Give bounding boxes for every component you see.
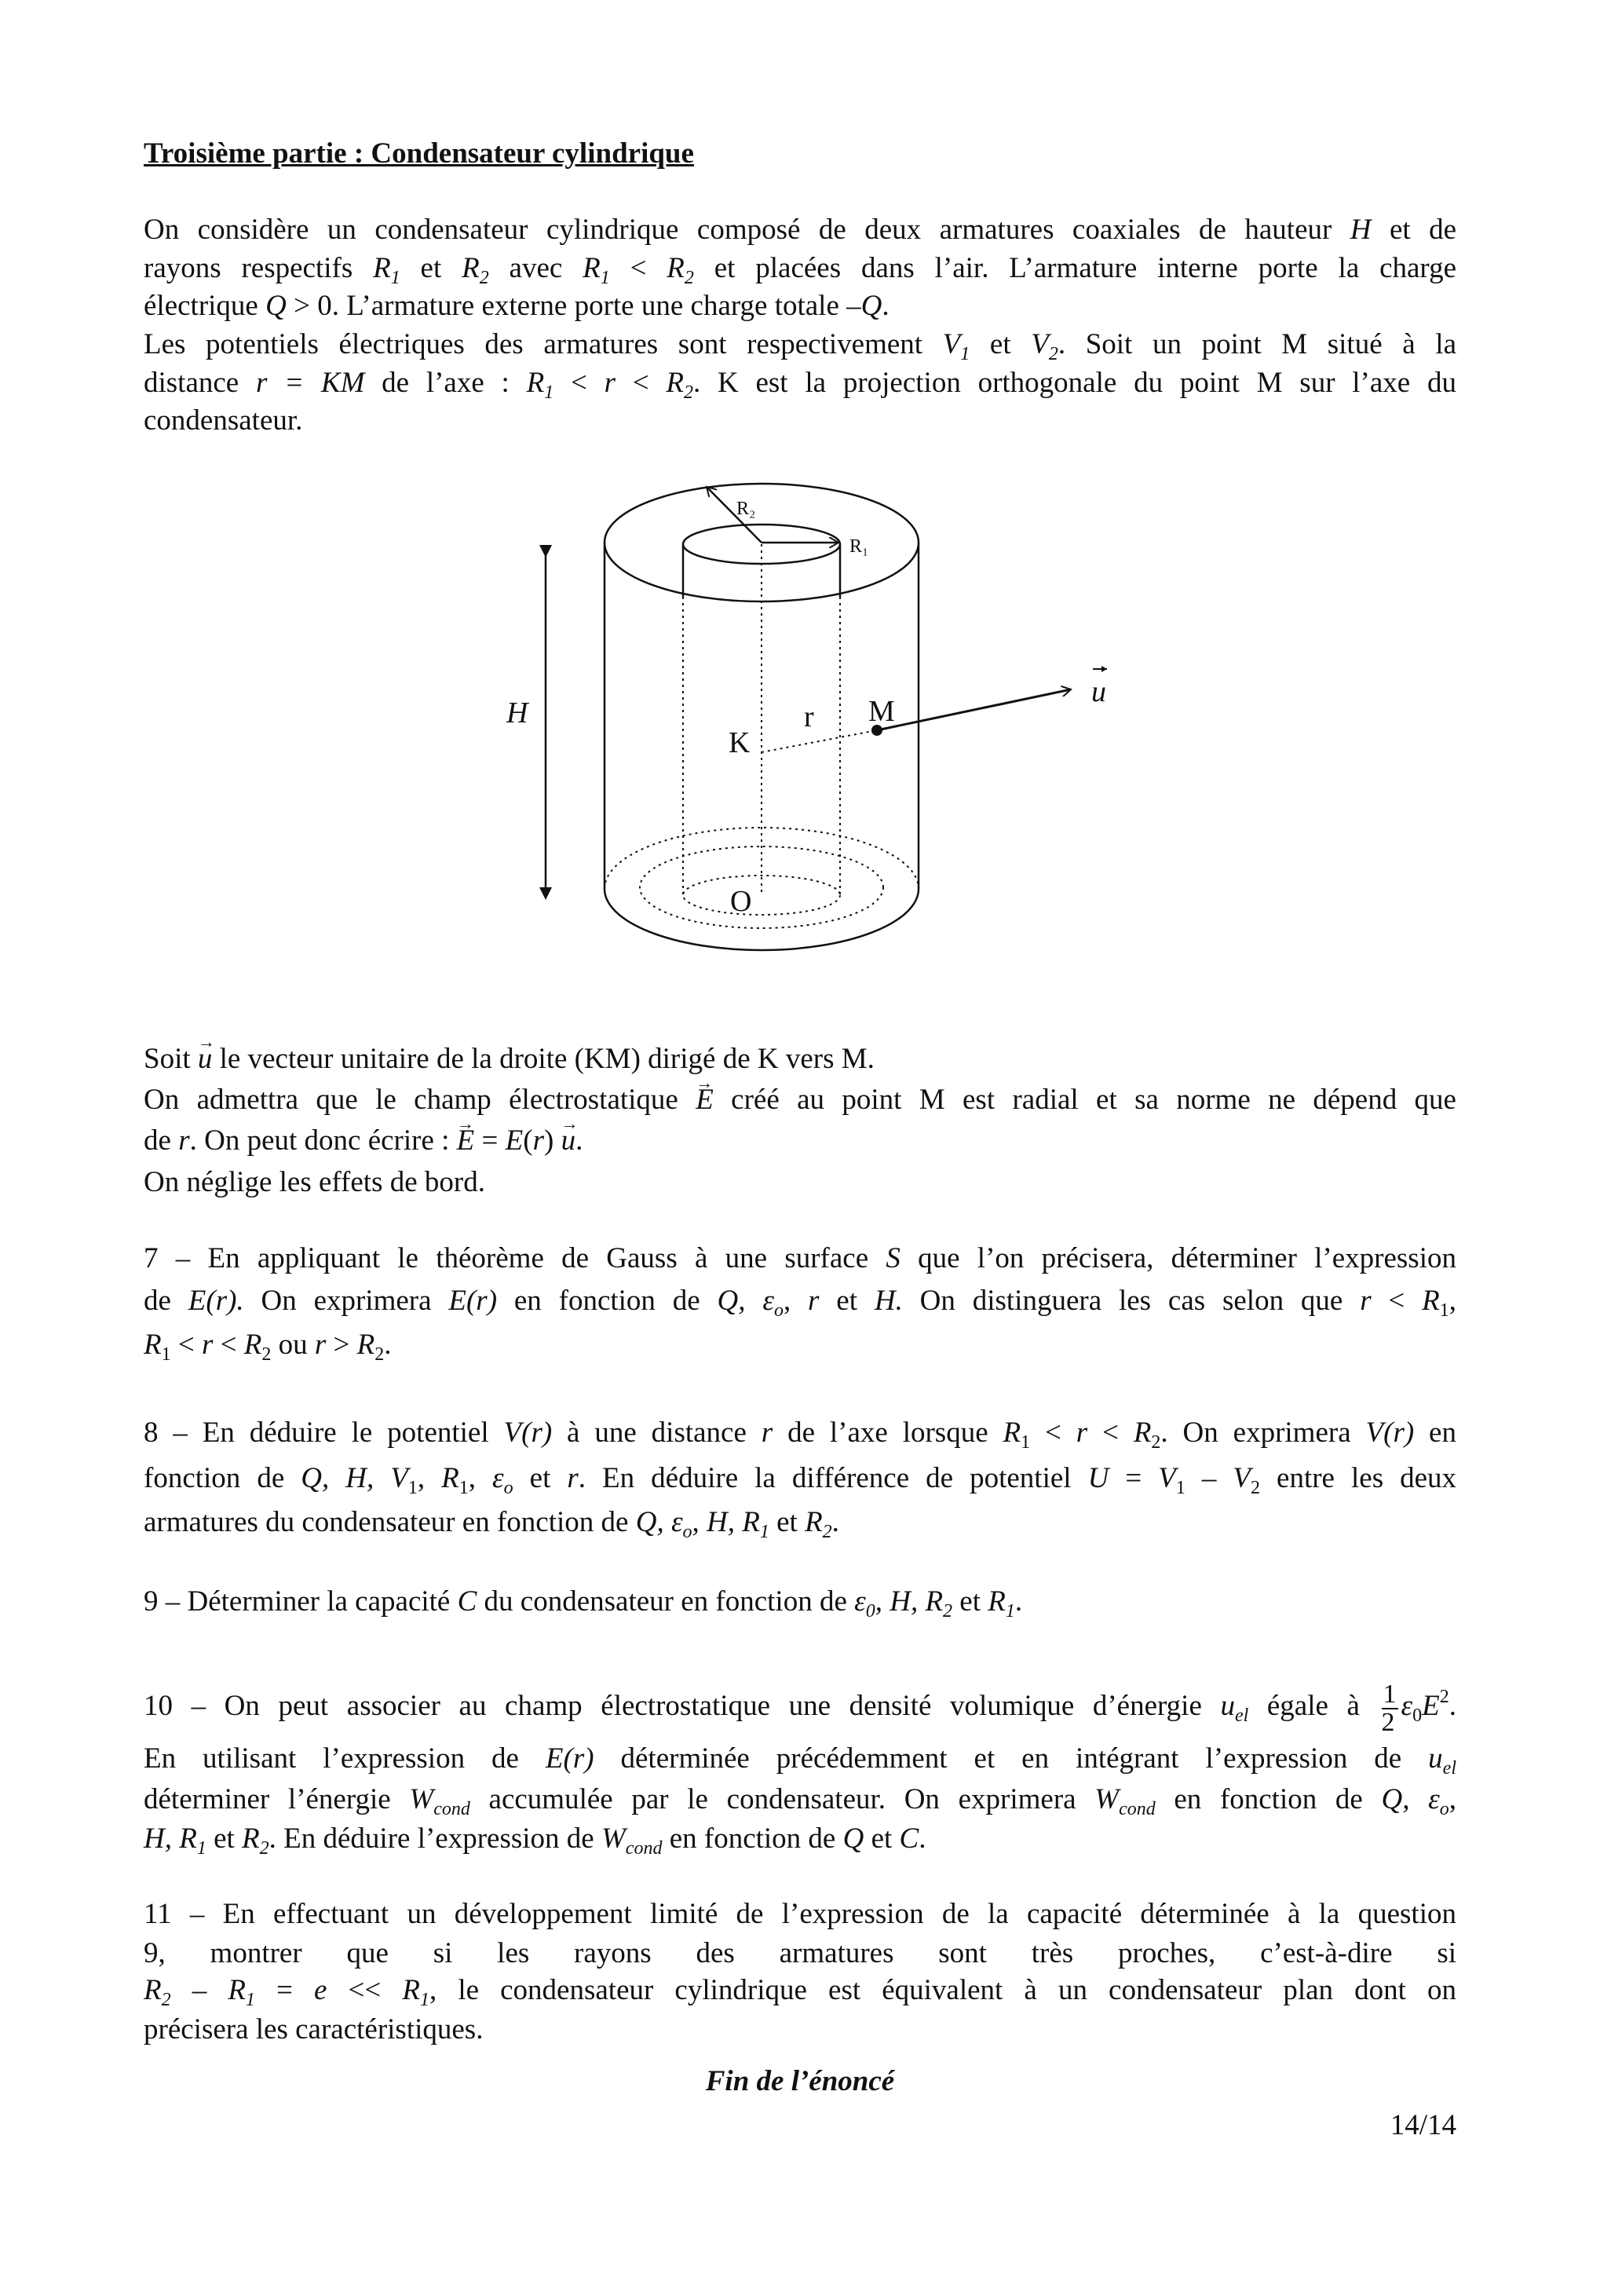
text-segment: , <box>417 1462 442 1494</box>
vector-symbol: → u <box>198 1040 213 1078</box>
math-variable: , H, R <box>875 1585 944 1618</box>
math-variable: Q, <box>717 1285 746 1317</box>
math-variable: u <box>1428 1742 1443 1775</box>
math-variable: e <box>314 1974 327 2006</box>
text-segment: et <box>513 1462 568 1494</box>
text-segment: avec <box>488 252 583 284</box>
text-segment: = <box>474 1124 506 1157</box>
label-k: K <box>729 726 751 759</box>
math-variable: Q <box>842 1823 864 1855</box>
text-segment: 11 – En effectuant un développement limité de l’expression de la capacité déterminée à la question <box>144 1898 1456 1930</box>
numerator: 1 <box>1383 1679 1397 1709</box>
math-variable: R <box>356 1329 375 1361</box>
subscript: o <box>682 1522 692 1542</box>
math-variable: , H, R <box>692 1506 760 1538</box>
math-variable: V <box>942 328 961 360</box>
subscript: 1 <box>1439 1300 1449 1321</box>
label-r2: R₂ <box>736 499 756 519</box>
math-variable: Q <box>265 290 287 322</box>
math-variable: E(r) <box>545 1742 594 1775</box>
subscript: cond <box>433 1799 470 1819</box>
label-m: M <box>868 695 895 728</box>
math-variable: R <box>441 1462 459 1494</box>
question-7-line <box>144 1240 1456 1278</box>
text-segment: . <box>919 1823 926 1855</box>
question-7-line <box>144 1326 1456 1373</box>
text-segment: ) <box>544 1124 561 1157</box>
subscript: 1 <box>390 268 400 288</box>
text-segment: < <box>1030 1417 1076 1449</box>
math-variable: C <box>899 1823 919 1855</box>
math-variable: S <box>886 1242 901 1274</box>
math-variable: R <box>144 1974 162 2006</box>
math-variable: Q, H, V <box>301 1462 408 1494</box>
label-o: O <box>730 885 752 918</box>
text-segment: . <box>882 290 890 322</box>
math-variable: C <box>457 1585 477 1618</box>
label-u: u <box>1091 675 1106 708</box>
math-variable: R <box>243 1329 262 1361</box>
subscript: o <box>1439 1799 1449 1819</box>
text-segment: < <box>616 367 667 399</box>
text-segment: entre les deux <box>1260 1462 1457 1494</box>
text-segment: distance <box>144 367 256 399</box>
text-segment: de l’axe : <box>364 367 527 399</box>
text-segment: Soit <box>144 1043 198 1075</box>
math-variable: R <box>988 1585 1006 1618</box>
math-variable: R <box>373 252 391 284</box>
text-segment: du condensateur en fonction de <box>477 1585 855 1618</box>
math-variable: W <box>409 1783 434 1815</box>
subscript: 1 <box>419 1990 429 2010</box>
math-variable: r <box>808 1285 820 1317</box>
text-segment: – <box>170 1974 228 2006</box>
math-variable: H <box>1350 214 1372 246</box>
text-segment: de l’axe lorsque <box>773 1417 1003 1449</box>
question-9-line <box>144 1583 1456 1630</box>
text-segment: 9 – Déterminer la capacité <box>144 1585 458 1618</box>
hypothesis-line <box>144 1164 1456 1201</box>
text-segment: égale à <box>1248 1690 1379 1722</box>
text-segment: armatures du condensateur en fonction de <box>144 1506 636 1538</box>
text-segment: fonction de <box>144 1462 301 1494</box>
hypothesis-line <box>144 1122 1456 1160</box>
text-segment: Les potentiels électriques des armatures sont respectivement <box>144 328 943 360</box>
text-segment: précisera les caractéristiques. <box>144 2013 484 2046</box>
label-h: H <box>506 696 528 729</box>
text-segment: déterminer l’énergie <box>144 1783 410 1815</box>
question-10-line <box>144 1740 1456 1787</box>
math-variable: ε <box>1401 1690 1413 1722</box>
math-variable: R <box>666 367 684 399</box>
question-8-line <box>144 1504 1456 1551</box>
text-segment: On néglige les effets de bord. <box>144 1166 485 1198</box>
text-segment: . On peut donc écrire : <box>189 1124 457 1157</box>
text-segment: et <box>952 1585 988 1618</box>
section-title: Troisième partie : Condensateur cylindrique <box>144 137 694 170</box>
text-segment: et de <box>1371 214 1457 246</box>
math-variable: H. <box>874 1285 903 1317</box>
text-segment: 10 – On peut associer au champ électrostatique une densité volumique d’énergie <box>144 1690 1221 1722</box>
text-segment: . Soit un point M situé à la <box>1058 328 1456 360</box>
subscript: 2 <box>943 1601 953 1621</box>
subscript: 1 <box>960 344 970 364</box>
math-variable: r = KM <box>256 367 365 399</box>
text-segment: On exprimera <box>243 1285 449 1317</box>
text-segment: ( <box>523 1124 533 1157</box>
math-variable: R <box>805 1506 823 1538</box>
subscript: el <box>1234 1706 1249 1726</box>
text-segment: créé au point M est radial et sa norme ne dépend que <box>713 1084 1456 1116</box>
subscript: 1 <box>458 1478 469 1498</box>
text-segment: 8 – En déduire le potentiel <box>144 1417 504 1449</box>
math-variable: E(r). <box>188 1285 244 1317</box>
text-segment: et <box>970 328 1032 360</box>
math-variable: r <box>314 1329 327 1361</box>
text-segment: = <box>254 1974 314 2006</box>
radius-r-line <box>762 730 877 752</box>
subscript: 1 <box>544 382 554 403</box>
text-segment: . <box>384 1329 392 1361</box>
math-variable: r <box>1360 1285 1372 1317</box>
question-10-line <box>144 1678 1456 1736</box>
subscript: 2 <box>479 268 489 288</box>
subscript: 0 <box>865 1601 875 1621</box>
text-segment: . En déduire l’expression de <box>269 1823 601 1855</box>
question-11-line <box>144 1896 1456 1933</box>
math-variable: R <box>526 367 545 399</box>
text-segment: < <box>1371 1285 1423 1317</box>
text-segment: < <box>213 1329 244 1361</box>
text-segment: , le condensateur cylindrique est équivalent à un condensateur plan dont on <box>429 1974 1457 2006</box>
vector-symbol: → E <box>457 1122 475 1160</box>
text-segment: = <box>1109 1462 1159 1494</box>
text-segment: , <box>1448 1783 1456 1815</box>
text-segment: . <box>575 1124 583 1157</box>
question-8-line <box>144 1460 1456 1507</box>
text-segment: On distinguera les cas selon que <box>902 1285 1361 1317</box>
math-variable: r <box>604 367 616 399</box>
math-variable: V <box>1158 1462 1176 1494</box>
math-variable: r <box>567 1462 579 1494</box>
math-variable: U <box>1087 1462 1109 1494</box>
text-segment: On considère un condensateur cylindrique composé de deux armatures coaxiales de hauteur <box>144 214 1350 246</box>
math-variable: Q, ε <box>1381 1783 1440 1815</box>
math-variable: V <box>1031 328 1049 360</box>
subscript: 1 <box>196 1838 206 1859</box>
hypothesis-line <box>144 1081 1456 1119</box>
subscript: 1 <box>759 1522 769 1542</box>
text-segment: > <box>326 1329 357 1361</box>
subscript: 2 <box>1251 1478 1260 1498</box>
question-7-line <box>144 1282 1456 1329</box>
math-variable: r <box>201 1329 214 1361</box>
text-segment: . <box>1448 1690 1456 1722</box>
subscript: cond <box>1119 1799 1156 1819</box>
text-segment: . On exprimera <box>1160 1417 1366 1449</box>
math-variable: R <box>402 1974 420 2006</box>
text-segment: On admettra que le champ électrostatique <box>144 1084 696 1116</box>
math-variable: H, R <box>144 1823 197 1855</box>
text-segment: rayons respectifs <box>144 252 374 284</box>
math-variable: R <box>667 252 685 284</box>
denominator: 2 <box>1381 1707 1395 1737</box>
text-segment: électrique <box>144 290 266 322</box>
text-segment: déterminée précédemment et en intégrant l’expression de <box>594 1742 1429 1775</box>
text-segment: que l’on précisera, déterminer l’expression <box>900 1242 1456 1274</box>
text-segment: et placées dans l’air. L’armature interne porte la charge <box>693 252 1456 284</box>
math-variable: W <box>1094 1783 1120 1815</box>
subscript: cond <box>625 1838 663 1859</box>
text-segment: en fonction de <box>1155 1783 1382 1815</box>
subscript: 1 <box>1005 1601 1015 1621</box>
subscript: 2 <box>161 1990 171 2010</box>
text-segment: . K est la projection orthogonale du point M sur l’axe du <box>693 367 1456 399</box>
text-segment: et <box>819 1285 875 1317</box>
text-segment: 9, montrer que si les rayons des armatures sont très proches, c’est-à-dire si <box>144 1937 1456 1969</box>
text-segment: accumulée par le condensateur. On exprimera <box>469 1783 1095 1815</box>
vector-symbol: → E <box>696 1081 714 1119</box>
text-segment: > 0. L’armature externe porte une charge totale – <box>286 290 861 322</box>
subscript: 1 <box>245 1990 255 2010</box>
text-segment: condensateur. <box>144 404 303 437</box>
subscript: 1 <box>600 268 610 288</box>
text-segment: < <box>1087 1417 1134 1449</box>
question-10-line <box>144 1820 1456 1867</box>
text-segment: < <box>553 367 605 399</box>
subscript: o <box>773 1300 784 1321</box>
text-segment: de <box>144 1285 188 1317</box>
math-variable: R <box>1133 1417 1152 1449</box>
math-variable: r <box>761 1417 773 1449</box>
subscript: 2 <box>684 382 693 403</box>
math-variable: R <box>583 252 601 284</box>
subscript: 2 <box>684 268 694 288</box>
math-variable: ε <box>762 1285 774 1317</box>
question-11-line <box>144 1935 1456 1972</box>
hypothesis-line <box>144 1040 1456 1078</box>
math-variable: V(r) <box>503 1417 553 1449</box>
math-variable: E(r) <box>448 1285 498 1317</box>
math-variable: r <box>1076 1417 1088 1449</box>
text-segment: , <box>468 1462 493 1494</box>
subscript: 2 <box>1151 1432 1161 1453</box>
subscript: 2 <box>259 1838 269 1859</box>
subscript: 2 <box>1048 344 1058 364</box>
math-variable: ε <box>492 1462 504 1494</box>
math-variable: R <box>242 1823 260 1855</box>
text-segment: en <box>1414 1417 1456 1449</box>
text-segment: 7 – En appliquant le théorème de Gauss à une surface <box>144 1242 886 1274</box>
math-variable: r <box>178 1124 190 1157</box>
text-segment: et <box>206 1823 243 1855</box>
subscript: o <box>503 1478 513 1498</box>
math-variable: u <box>1220 1690 1235 1722</box>
math-variable: R <box>1422 1285 1440 1317</box>
math-variable: Q, ε <box>635 1506 683 1538</box>
math-variable: r <box>532 1124 544 1157</box>
text-segment: , <box>1448 1285 1456 1317</box>
text-segment: et <box>769 1506 806 1538</box>
math-variable: ε <box>854 1585 866 1618</box>
subscript: 2 <box>374 1344 385 1365</box>
math-variable: R <box>144 1329 162 1361</box>
outer-bottom-arc <box>605 889 919 950</box>
text-segment: , <box>783 1285 809 1317</box>
text-segment: en fonction de <box>662 1823 843 1855</box>
text-segment: En utilisant l’expression de <box>144 1742 546 1775</box>
question-11-line <box>144 2011 1456 2049</box>
math-variable: R <box>462 252 480 284</box>
subscript: 0 <box>1412 1706 1423 1726</box>
text-segment: . <box>831 1506 839 1538</box>
text-segment: . En déduire la différence de potentiel <box>578 1462 1088 1494</box>
math-variable: Q <box>860 290 882 322</box>
text-segment: le vecteur unitaire de la droite (KM) dirigé de K vers M. <box>212 1043 875 1075</box>
math-variable: V(r) <box>1365 1417 1415 1449</box>
text-segment: à une distance <box>552 1417 762 1449</box>
subscript: 2 <box>822 1522 832 1542</box>
text-segment: – <box>1185 1462 1233 1494</box>
subscript: 2 <box>261 1344 272 1365</box>
text-segment: < <box>170 1329 202 1361</box>
page-number: 14/14 <box>1390 2109 1456 2141</box>
text-segment: << <box>327 1974 403 2006</box>
subscript: 1 <box>1021 1432 1031 1453</box>
math-variable: E <box>1422 1690 1440 1722</box>
text-segment: ou <box>271 1329 315 1361</box>
inner-bottom-ellipse <box>683 876 840 915</box>
end-of-statement: Fin de l’énoncé <box>705 2065 895 2097</box>
subscript: 1 <box>1175 1478 1185 1498</box>
text-segment: < <box>609 252 667 284</box>
text-segment: et <box>400 252 462 284</box>
math-variable: R <box>228 1974 246 2006</box>
label-r1: R₁ <box>849 536 869 557</box>
text-segment: de <box>144 1124 179 1157</box>
text-segment: . <box>1014 1585 1023 1618</box>
math-variable: E <box>505 1124 524 1157</box>
vector-symbol: → u <box>561 1122 576 1160</box>
superscript: 2 <box>1439 1687 1449 1707</box>
math-variable: R <box>1003 1417 1021 1449</box>
fraction <box>1382 1681 1398 1736</box>
u-vector-arrow <box>877 689 1071 730</box>
text-segment: et <box>864 1823 900 1855</box>
math-variable: V <box>1233 1462 1251 1494</box>
text-segment: en fonction de <box>497 1285 718 1317</box>
question-8-line <box>144 1414 1456 1461</box>
math-variable: W <box>601 1823 626 1855</box>
subscript: 1 <box>407 1478 418 1498</box>
subscript: 1 <box>161 1344 171 1365</box>
text-segment <box>746 1285 763 1317</box>
subscript: el <box>1442 1758 1456 1779</box>
label-r: r <box>804 700 814 733</box>
